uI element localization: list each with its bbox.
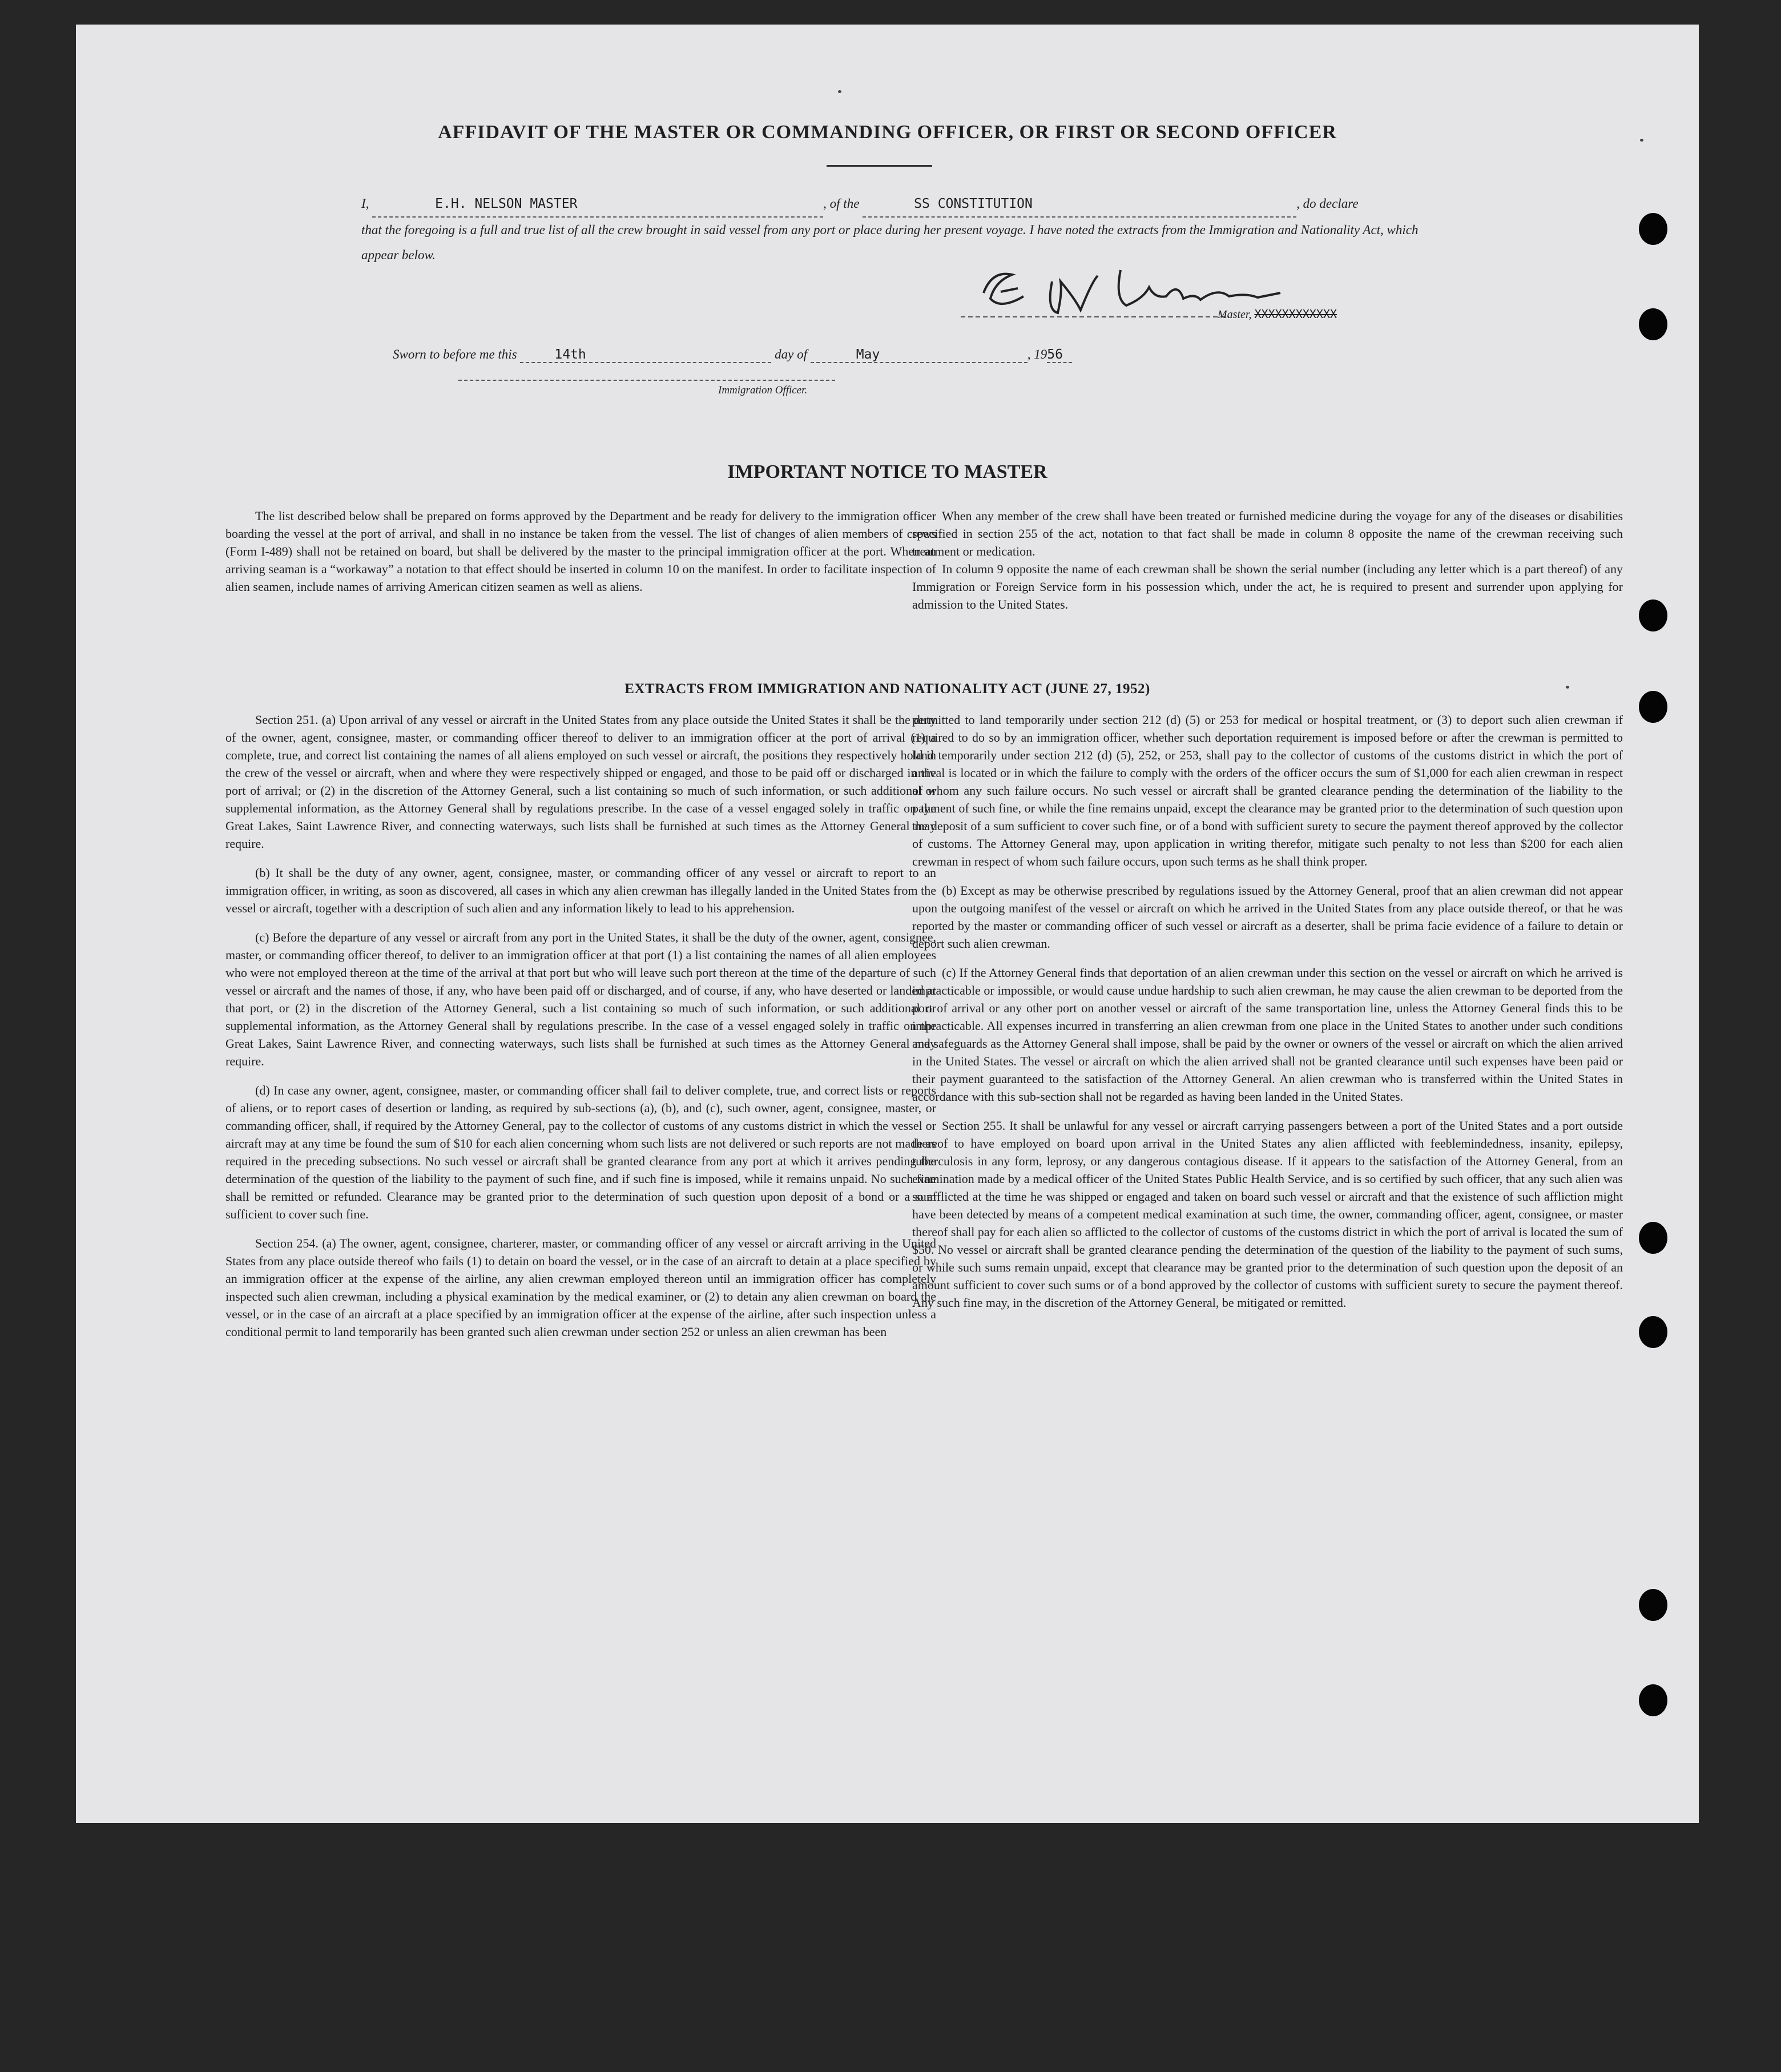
paper-speck [1566, 686, 1569, 689]
punch-hole [1639, 600, 1667, 631]
year-field: 56 [1047, 347, 1072, 363]
struck-title: XXXXXXXXXXXX [1254, 307, 1337, 321]
punch-hole [1639, 1589, 1667, 1621]
notice-paragraph: The list described below shall be prepared on forms approved by the Department and be ready for delivery to the immigration officer boarding the vessel at the port of arrival, and shall in no instance be taken from the vessel. The list of changes of alien members of crews (Form I-489) shall not be retained on board, but shall be delivered by the master to the principal immigration officer at the port. When an arriving seaman is a “workaway” a notation to that effect should be inserted in column 10 on the manifest. In order to facilitate inspection of alien seamen, include names of arriving American citizen seamen as well as aliens. [225, 509, 936, 594]
day-of-label: day of [775, 347, 807, 361]
extracts-left-column [225, 711, 936, 1352]
sworn-line [393, 347, 1220, 363]
sworn-label: Sworn to before me this [393, 347, 517, 361]
punch-hole [1639, 1684, 1667, 1716]
act-paragraph: (d) In case any owner, agent, consignee, master, or commanding officer shall fail to deliver complete, true, and correct lists or reports of aliens, or to report cases of desertion or landing, as required by sub-sections (a), (b), and (c), such owner, agent, consignee, master, or commanding officer, shall, if required by the Attorney General, pay to the collector of customs of any customs district in which the vessel or aircraft may at any time be found the sum of $10 for each alien concerning whom such lists are not delivered or such reports are not made as required in the preceding subsections. No such vessel or aircraft shall be granted clearance from any port at which it arrives pending the determination of the question of the liability to the payment of such fine, and if such fine is imposed, while it remains unpaid. No such fine shall be remitted or refunded. Clearance may be granted prior to the determination of such question upon deposit of a bond or a sum sufficient to cover such fine. [225, 1083, 936, 1221]
punch-hole [1639, 1222, 1667, 1254]
document-page [76, 25, 1699, 1823]
act-paragraph: Section 255. It shall be unlawful for any vessel or aircraft carrying passengers between a port of the United States and a port outside thereof to have employed on board upon arrival in the United States any alien afflicted with feeblemindedness, insanity, epilepsy, tuberculosis in any form, leprosy, or any dangerous contagious disease. If it appears to the satisfaction of the Attorney General, from an examination made by a medical officer of the United States Public Health Service, and is so certified by such officer, that any such alien was so afflicted at the time he was shipped or engaged and taken on board such vessel or aircraft and that the existence of such affliction might have been detected by means of a competent medical examination at such time, the owner, commanding officer, agent, consignee, or master thereof shall pay for each alien so afflicted to the collector of customs of the customs district in which the port of arrival is located the sum of $50. No vessel or aircraft shall be granted clearance pending the determination of the question of the liability to the payment of such sums, or while such sums remain unpaid, except that clearance may be granted prior to the determination of such question upon the deposit of an amount sufficient to cover such sums or of a bond approved by the collector of customs with sufficient surety to secure the payment thereof. Any such fine may, in the discretion of the Attorney General, be mitigated or remitted. [912, 1119, 1623, 1310]
act-paragraph: (c) Before the departure of any vessel or aircraft from any port in the United States, it shall be the duty of the owner, agent, consignee, master, or commanding officer thereof, to deliver to an immigration officer at that port (1) a list containing the names of all alien employees who were not employed thereon at the time of the arrival at that port but who will leave such port thereon at the time of the departure of such vessel or aircraft and the names of those, if any, who have been paid off or discharged, and of course, if any, who have deserted or landed at that port, or (2) in the discretion of the Attorney General, such a list containing so much of such information, or such additional or supplemental information, as the Attorney General shall by regulations prescribe. In the case of a vessel engaged solely in traffic on the Great Lakes, Saint Lawrence River, and connecting waterways, such lists shall be furnished at such times as the Attorney General may require. [225, 930, 936, 1068]
act-paragraph: Section 251. (a) Upon arrival of any vessel or aircraft in the United States from any place outside the United States it shall be the duty of the owner, agent, consignee, master, or commanding officer thereof to deliver to an immigration officer at the port of arrival (1) a complete, true, and correct list containing the names of all aliens employed on such vessel or aircraft, the positions they respectively hold in the crew of the vessel or aircraft, when and where they were respectively shipped or engaged, and those to be paid off or discharged in the port of arrival; or (2) in the discretion of the Attorney General, such a list containing so much of such information, or such additional or supplemental information, as the Attorney General shall by regulations prescribe. In the case of a vessel engaged solely in traffic on the Great Lakes, Saint Lawrence River, and connecting waterways, such lists shall be furnished at such times as the Attorney General may require. [225, 713, 936, 851]
punch-hole [1639, 691, 1667, 723]
punch-hole [1639, 308, 1667, 340]
master-title [1218, 307, 1337, 321]
sworn-month-field: May [811, 347, 1028, 363]
notice-left-column [225, 507, 936, 607]
declarant-name-field: E.H. NELSON MASTER [372, 191, 823, 218]
punch-hole [1639, 213, 1667, 245]
declaration-block [361, 191, 1435, 268]
paper-speck [1640, 139, 1643, 142]
title-rule [827, 165, 932, 167]
master-signature [961, 259, 1298, 333]
act-paragraph: Section 254. (a) The owner, agent, consignee, charterer, master, or commanding officer of any vessel or aircraft arriving in the United States from any place outside thereof who fails (1) to detain on board the vessel, or in the case of an aircraft to detain at a place specified by an immigration officer at the expense of the airline, any alien crewman employed thereon until an immigration officer has completely inspected such alien crewman, including a physical examination by the medical examiner, or (2) to detain any alien crewman on board the vessel, or in the case of an aircraft at a place specified by an immigration officer at the expense of the airline, after such inspection unless a conditional permit to land temporarily has been granted such alien crewman under section 252 or unless an alien crewman has been [225, 1236, 936, 1339]
declaration-fill-line [361, 191, 1435, 218]
notice-right-column [912, 507, 1623, 625]
officer-signature-line [458, 380, 835, 381]
sworn-day-field: 14th [520, 347, 771, 363]
of-the-label: , of the [823, 196, 860, 211]
notice-paragraph: When any member of the crew shall have been treated or furnished medicine during the voyage for any of the diseases or disabilities specified in section 255 of the act, notation to that fact shall be made in column 8 opposite the name of the crewman receiving such treatment or medication. [912, 509, 1623, 558]
declaration-text: that the foregoing is a full and true list of all the crew brought in said vessel from any port or place during her present voyage. I have noted the extracts from the Immigration and Nationality Act, which appear below. [361, 223, 1419, 262]
paper-speck [838, 90, 841, 93]
i-label: I, [361, 196, 369, 211]
officer-label: Immigration Officer. [718, 384, 808, 396]
act-paragraph: (c) If the Attorney General finds that deportation of an alien crewman under this section on the vessel or aircraft on which he arrived is impracticable or impossible, or would cause undue hardship to such alien crewman, he may cause the alien crewman to be deported from the port of arrival or any other port on another vessel or aircraft of the same transportation line, unless the Attorney General finds this to be impracticable. All expenses incurred in transferring an alien crewman from one place in the United States to another under such conditions and safeguards as the Attorney General shall impose, shall be paid by the owner or owners of the vessel or aircraft on which the alien arrived in the United States. The vessel or aircraft on which the alien arrived shall not be granted clearance until such expenses have been paid or their payment guaranteed to the satisfaction of the Attorney General. An alien crewman who is transferred within the United States in accordance with this sub-section shall not be regarded as having been landed in the United States. [912, 965, 1623, 1104]
extracts-title: EXTRACTS FROM IMMIGRATION AND NATIONALITY ACT (JUNE 27, 1952) [624, 681, 1150, 697]
affidavit-title: AFFIDAVIT OF THE MASTER OR COMMANDING OFFICER, OR FIRST OR SECOND OFFICER [438, 122, 1337, 143]
act-paragraph: permitted to land temporarily under section 212 (d) (5) or 253 for medical or hospital treatment, or (3) to deport such alien crewman if required to do so by an immigration officer, whether such deportation requirement is imposed before or after the crewman is permitted to land temporarily under section 212 (d) (5), 252, or 253, shall pay to the collector of customs of the customs district in which the port of arrival is located or in which the failure to comply with the orders of the officer occurs the sum of $1,000 for each alien crewman in respect of whom any such failure occurs. No such vessel or aircraft shall be granted clearance pending the determination of the liability to the payment of such fine, or while the fine remains unpaid, except the clearance may be granted prior to the determination of such question upon the deposit of a sum sufficient to cover such fine, or of a bond with sufficient surety to secure the payment thereof approved by the collector of customs. The Attorney General may, upon application in writing therefor, mitigate such penalty to not less than $200 for each alien crewman in respect of whom such failure occurs, upon such terms as he shall think proper. [912, 713, 1623, 868]
vessel-name-field: SS CONSTITUTION [863, 191, 1296, 218]
act-paragraph: (b) It shall be the duty of any owner, agent, consignee, master, or commanding officer of any vessel or aircraft to report to an immigration officer, in writing, as soon as discovered, all cases in which any alien crewman has illegally landed in the United States from the vessel or aircraft, together with a description of such alien and any information likely to lead to his apprehension. [225, 866, 936, 915]
act-paragraph: (b) Except as may be otherwise prescribed by regulations issued by the Attorney General, proof that an alien crewman did not appear upon the outgoing manifest of the vessel or aircraft on which he arrived in the United States from any place outside thereof, or that he was reported by the master or commanding officer of such vessel or aircraft as a deserter, shall be prima facie evidence of a failure to detain or deport such alien crewman. [912, 883, 1623, 951]
punch-hole [1639, 1316, 1667, 1348]
extracts-right-column [912, 711, 1623, 1323]
notice-title: IMPORTANT NOTICE TO MASTER [727, 461, 1047, 482]
notice-paragraph: In column 9 opposite the name of each crewman shall be shown the serial number (including any letter which is a part thereof) of any Immigration or Foreign Service form in his possession which, under the act, he is required to present and surrender upon applying for admission to the United States. [912, 562, 1623, 611]
do-declare-label: , do declare [1296, 196, 1359, 211]
year-prefix: , 19 [1027, 347, 1047, 361]
master-label: Master, [1218, 308, 1255, 321]
